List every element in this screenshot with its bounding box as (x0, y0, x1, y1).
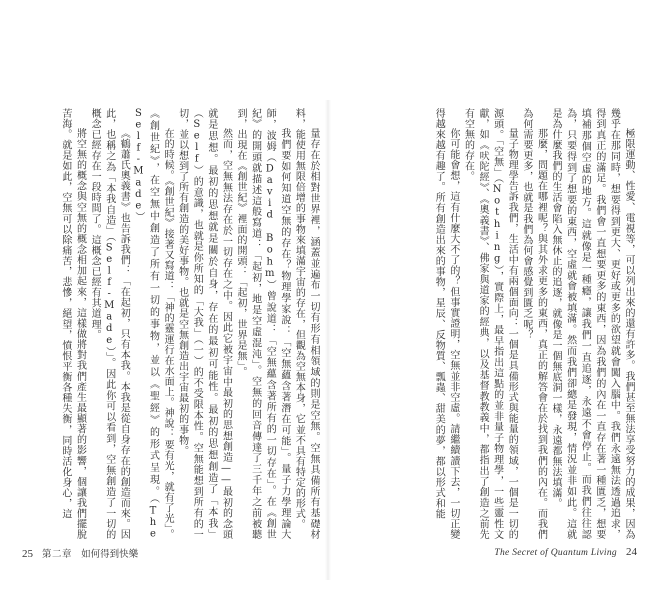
right-page-body (339, 108, 635, 540)
left-page-footer (22, 546, 138, 560)
paragraph: 那麼，問題在哪裡呢？與其外求更多的東西，真正的解答會在於找到我們的內在。而我們為何需要更多，也就是我們為何會感覺到匱乏呢？ (520, 108, 547, 540)
page-number: 24 (626, 546, 637, 558)
paragraph: 將空無的概念與空無的概念相加起來，這樣做將對我們產生最顯著的影響，個讓我們擺脫苦海。就是如此，空無可以除痛苦，悲慘，絕望，憤恨平衡各種失衡，同時活化身心，這 (59, 108, 86, 540)
paragraph: 量子物理學告訴我們，生活中有兩個面向：一個是具備形式與能量的領域，一個是一切的源頭。「空無」（Nothing），實際上，最早指出這點的並非量子物理學，一些靈性文獻，如《吠陀經》、《奧義書》、佛家與道家的經典，以及基督教教義中，都指出了創造之前先有空無的存在。 (462, 108, 518, 540)
running-head-chapter: 第二章 (42, 549, 73, 560)
running-head-book-title: The Secret of Quantum Living (494, 548, 617, 558)
paragraph: 在的時候。《創世紀》接著又寫道：「神的靈運行在水面上。神說：要有光，就有了光」。《創世紀》，在空無中創造了所有一切的事物，並以《聖經》的形式呈現。（The Self-Made） (132, 108, 174, 540)
left-page-body (24, 108, 320, 540)
left-page (22, 108, 322, 570)
paragraph: 然而，空無無法存在於一切存在之中。因此它被宇宙中最初的思想創造——最初的念頭就是思想。最初的思想就是關於自身，存在的最初可能性。最初的思想創造了「本我」（Self）的意識，也就是你所知的「大我」（一）的不受限本性。空無能想到所有的一切，並以想到了所有創造的美好事物。也就是空無創造出宇宙最初的事物。 (176, 108, 232, 540)
right-page (337, 108, 637, 570)
running-head-title: 如何得到快樂 (81, 549, 139, 560)
right-page-footer (494, 546, 637, 558)
paragraph: 我們要如何知道空無的存在？物理學家說：「空無蘊含著潛在可能」。量子力學理論大師，波姆（David Bohm）曾說道：「空無蘊含著所有的一切存在」。在《創世紀》的開頭就描述這般寫道：「起初，地是空虛混沌」。空無的回音傳達了三千年之前被聽到，出現在《創世紀》裡面的開頭：「起初，世界是無」。 (235, 108, 290, 540)
paragraph: 量存在於相對世界裡，涵蓋並遍布一切有形有相領域的則是空無。空無具備所有基礎材料，能使用無限倍增的事物來填滿宇宙的存在，但觀為空無本身，它並不具有特定的形式。 (293, 108, 319, 540)
paragraph: 你可能會想，這有什麼大不了的？但事實證明，空無並非空虛。請繼續讀下去，一切正變得越來越有趣了。所有創造出來的事物，星辰、反物質、瓢蟲、甜美的夢，都以形式和能 (433, 108, 459, 540)
book-gutter (325, 100, 331, 580)
page-number: 25 (22, 548, 33, 560)
paragraph: 極限運動、性愛、電視等，可以列出來的還有許多。我們甚至無法享受努力的成果，因為幾乎在那同時，想要得到更大、更好或更多的欲望就會闖入腦中。我們永遠無法透過追求，得到真正的滿足。我們會一直想要更多的東西，因為我們的內在一直存在著一種匱乏，想要填補那個空虛的地方。這就像是一種癮，讓我們一直追逐，永遠不會停止。而我們往往認為，只要得到了想要的東西，空虛就會被填滿。然而我們卻總是發現，情況並非如此。這就是為什麼我們的生活會陷入無休止的追逐，就像是一個無底洞一樣，永遠都無法填滿。 (550, 108, 634, 540)
paragraph: 《鶴蕭氏奧義書》也告訴我們：「在起初，只有本我。本我是從自身存在的創造而來。因此，也稱之為「本我自造」（Self-Made）」。因此你可以看到，空無創造了一切的概念已經存在一段時間了。這概念已經有其道理。 (89, 108, 130, 540)
